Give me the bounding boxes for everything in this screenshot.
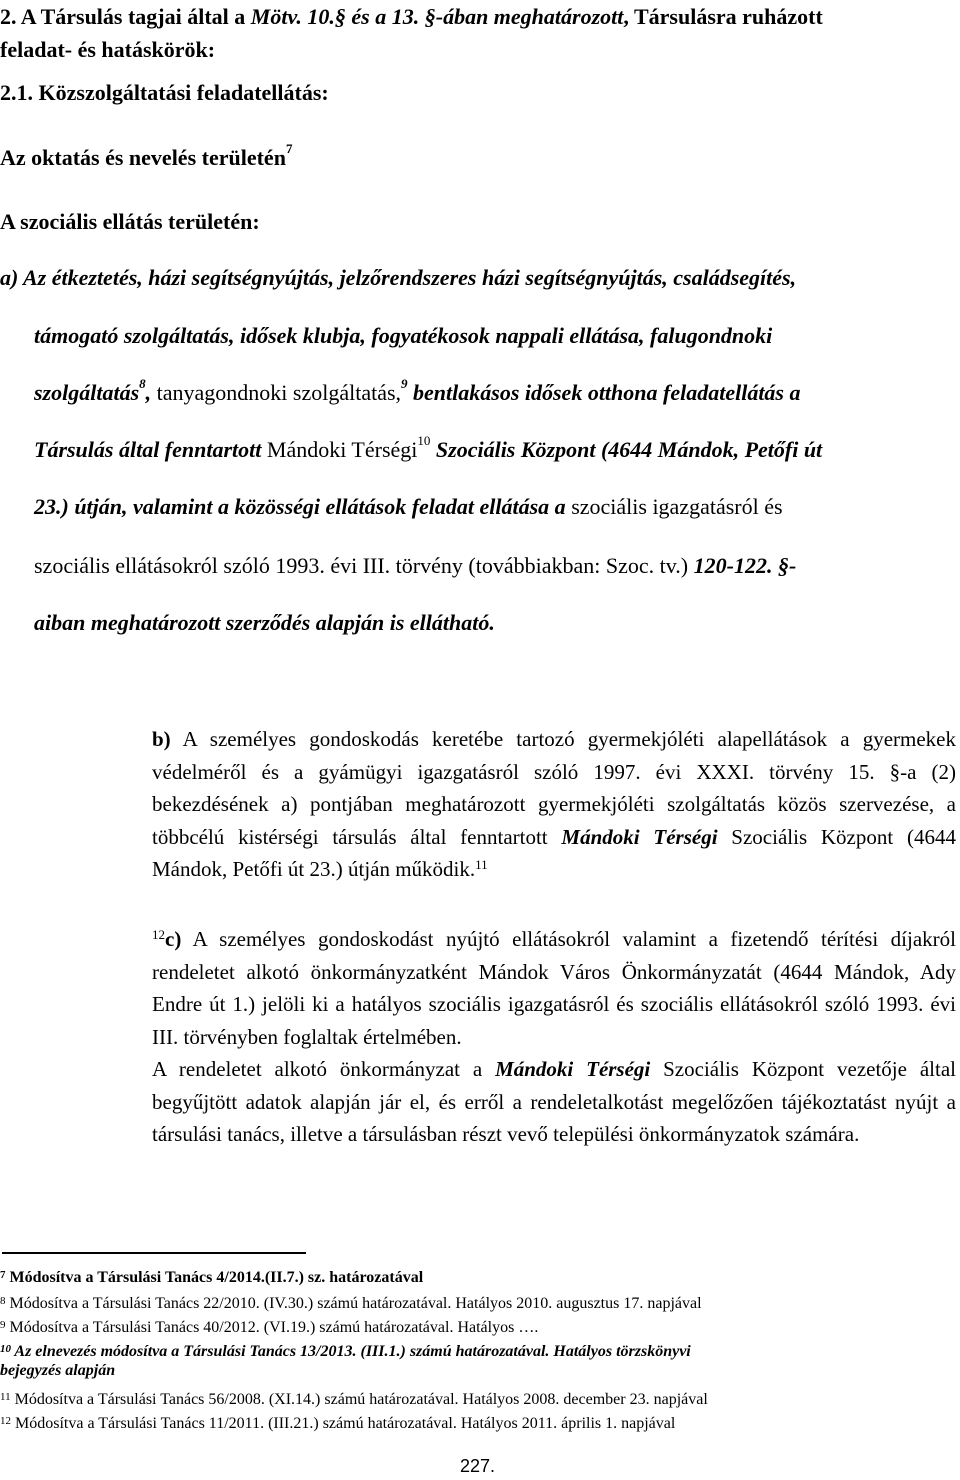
item-a-text: bentlakásos idősek otthona feladatellátás a (407, 380, 801, 405)
item-a-line-4 (34, 433, 823, 463)
footnote-text: Módosítva a Társulási Tanács 11/2011. (III.21.) számú határozatával. Hatályos 2011. április 1. napjával (15, 1415, 676, 1432)
section-heading (0, 0, 952, 66)
item-c-emphasis: Mándoki Térségi (495, 1057, 651, 1081)
footnote-text: Módosítva a Társulási Tanács 40/2012. (VI.19.) számú határozatával. Hatályos …. (9, 1319, 539, 1336)
item-a-text: 120-122. §- (688, 553, 797, 578)
item-a-text: 23.) útján, valamint a közösségi ellátások feladat ellátása a (34, 494, 566, 519)
footnote-number: 7 (0, 1269, 6, 1281)
item-c-text: A rendeletet alkotó önkormányzat a (152, 1057, 496, 1081)
footnote-text: Az elnevezés módosítva a Társulási Tanács 13/2013. (III.1.) számú határozatával. Hatályos törzskönyvi (14, 1343, 691, 1360)
subsection-2-1: 2.1. Közszolgáltatási feladatellátás: (0, 80, 329, 105)
item-c-text: Szociális Központ vezetője által begyűjtött adatok alapján jár el, és erről a rendeletalkotást megelőzően tájékoztatást nyújt a társulási tanács, illetve a társulásban részt vevő települési önkormányzatok számára. (152, 1057, 956, 1146)
item-a-line-1: a) Az étkeztetés, házi segítségnyújtás, jelzőrendszeres házi segítségnyújtás, családsegítés, (0, 265, 797, 290)
item-b-text: Szociális Központ (4644 Mándok, Petőfi út 23.) útján működik. (152, 824, 956, 881)
footnote-ref-12: 12 (152, 927, 165, 942)
footnote-number: 9 (0, 1319, 6, 1331)
footnote-number: 10 (0, 1343, 11, 1355)
footnote-ref-7: 7 (285, 141, 293, 156)
item-a-text: szociális ellátásokról szóló 1993. évi III. törvény (továbbiakban: Szoc. tv.) (34, 553, 689, 578)
item-a-text: szolgáltatás (34, 380, 140, 405)
footnote-7 (0, 1268, 423, 1287)
item-b-emphasis: Mándoki Térségi (561, 824, 718, 849)
item-a-line-2: támogató szolgáltatás, idősek klubja, fogyatékosok nappali ellátása, falugondnoki (34, 323, 773, 348)
footnote-number: 8 (0, 1295, 6, 1307)
item-b-label: b) (152, 727, 171, 751)
footnote-text-cont: bejegyzés alapján (0, 1362, 116, 1379)
footnote-9 (0, 1318, 538, 1337)
item-a-text: szociális igazgatásról és (565, 494, 783, 519)
footnote-10 (0, 1342, 691, 1380)
item-b-paragraph (152, 723, 956, 886)
item-a-line-5 (34, 494, 783, 520)
footnote-ref-8: 8 (139, 376, 146, 391)
footnote-text: Módosítva a Társulási Tanács 4/2014.(II.7.) sz. határozatával (9, 1269, 424, 1286)
heading-text: 2. A Társulás tagjai által a (0, 4, 251, 29)
footnote-12 (0, 1414, 675, 1433)
item-a-text: , (145, 380, 157, 405)
footnote-11 (0, 1390, 708, 1409)
item-a-text: tanyagondnoki szolgáltatás, (156, 380, 402, 405)
footnote-number: 11 (0, 1391, 11, 1403)
heading-reference: Mötv. 10.§ és a 13. §-ában meghatározott (250, 4, 624, 29)
item-c-paragraph (152, 923, 956, 1151)
item-b-text: A személyes gondoskodás keretébe tartozó gyermekjóléti alapellátások a gyermekek védelméről és a gyámügyi igazgatásról szóló 1997. évi XXXI. törvény 15. §-a (2) bekezdésének a) pontjában meghatározott gyermekjóléti szolgáltatás közös szervezése, a többcélú kistérségi társulás által fenntartott (152, 727, 956, 849)
item-a-line-6 (34, 553, 796, 579)
footnote-number: 12 (0, 1415, 11, 1427)
page-number: 227. (460, 1456, 496, 1476)
heading-text-end: , Társulásra ruházott (623, 4, 823, 29)
education-heading (0, 141, 293, 171)
footnote-ref-11: 11 (475, 857, 488, 872)
footnote-text: Módosítva a Társulási Tanács 56/2008. (XI.14.) számú határozatával. Hatályos 2008. december 23. napjával (14, 1391, 708, 1408)
heading-line-2: feladat- és hatáskörök: (0, 37, 216, 62)
item-a-text: Társulás által fenntartott (34, 437, 267, 462)
item-c-text: A személyes gondoskodást nyújtó ellátásokról valamint a fizetendő térítési díjakról rendeletet alkotó önkormányzatként Mándok Város Önkormányzatát (4644 Mándok, Ady Endre út 1.) jelöli ki a hatályos szociális igazgatásról és szociális ellátásokról szóló 1993. évi III. törvényben foglaltak értelmében. (152, 927, 956, 1049)
social-heading: A szociális ellátás területén: (0, 209, 260, 234)
item-a-text: Szociális Központ (4644 Mándok, Petőfi út (430, 437, 823, 462)
footnote-text: Módosítva a Társulási Tanács 22/2010. (IV.30.) számú határozatával. Hatályos 2010. augusztus 17. napjával (9, 1295, 702, 1312)
item-a-line-7: aiban meghatározott szerződés alapján is ellátható. (34, 610, 495, 635)
footnote-8 (0, 1294, 702, 1313)
footnote-separator (2, 1252, 306, 1254)
footnote-ref-9: 9 (401, 376, 408, 391)
item-a-text: Mándoki Térségi (266, 437, 418, 462)
item-a-line-3 (34, 376, 801, 406)
footnote-ref-10: 10 (417, 433, 431, 448)
item-c-label: c) (165, 927, 182, 951)
education-text: Az oktatás és nevelés területén (0, 145, 286, 170)
